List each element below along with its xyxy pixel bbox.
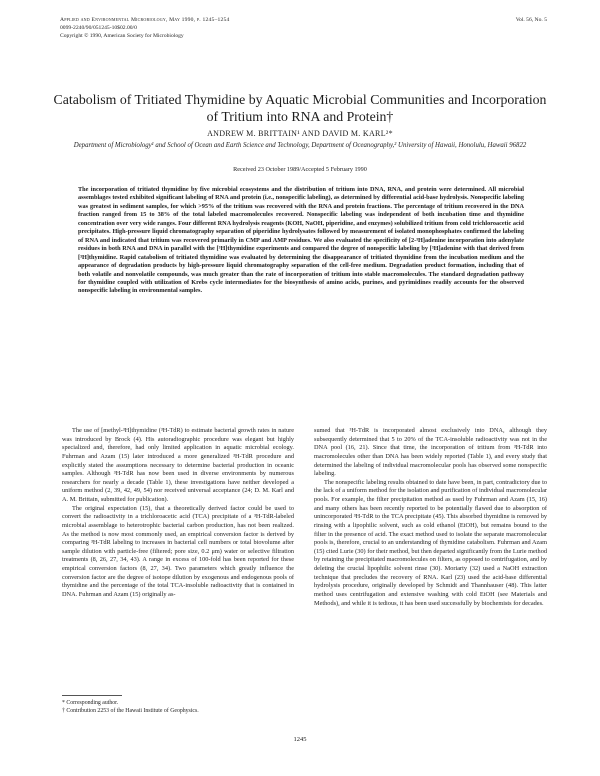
footnote-rule bbox=[62, 695, 122, 696]
copyright-line: Copyright © 1990, American Society for Microbiology bbox=[60, 33, 184, 39]
article-title: Catabolism of Tritiated Thymidine by Aquatic Microbial Communities and Incorporation of Tritium into RNA and Protein† bbox=[53, 92, 547, 124]
footnote-contribution: † Contribution 2253 of the Hawaii Institute of Geophysics. bbox=[62, 708, 199, 714]
authors: ANDREW M. BRITTAIN¹ AND DAVID M. KARL²* bbox=[207, 129, 393, 138]
paragraph: The use of [methyl-³H]thymidine (³H-TdR) to estimate bacterial growth rates in nature was introduced by Brock (4). His autoradiographic procedure was elegant but highly specialized and, therefore, had only limited application in aquatic microbial ecology. Fuhrman and Azam (15) later introduced a more generalized ³H-TdR procedure and explicitly stated the assumptions necessary to determine bacterial production in oceanic samples. Although ³H-TdR has now been used in diverse environments by numerous researchers for nearly a decade (Table 1), these investigations have neither developed a uniform method (2, 39, 42, 49, 54) nor received universal acceptance (24; D. M. Karl and A. M. Brittain, submitted for publication). bbox=[62, 427, 294, 503]
journal-citation: Applied and Environmental Microbiology, May 1990, p. 1245–1254 bbox=[60, 17, 230, 23]
footnote-corresponding: * Corresponding author. bbox=[62, 700, 119, 706]
page-number: 1245 bbox=[293, 736, 307, 743]
abstract: The incorporation of tritiated thymidine by five microbial ecosystems and the distribution of tritium into DNA, RNA, and protein were determined. All microbial assemblages tested exhibited significant labeling of RNA and protein (i.e., nonspecific labeling), as determined by differential acid-base hydrolysis. Nonspecific labeling was greatest in sediment samples, for which >95% of the tritium was recovered with the RNA and protein fractions. The percentage of tritium recovered in the DNA fraction ranged from 15 to 38% of the total labeled macromolecules recovered. Nonspecific labeling was independent of both incubation time and thymidine concentration over very wide ranges. Four different RNA hydrolysis reagents (KOH, NaOH, piperidine, and enzymes) solubilized tritium from cold trichloroacetic acid precipitates. High-pressure liquid chromatography separation of piperidine hydrolysates followed by measurement of isolated monophosphates confirmed the labeling of RNA and indicated that tritium was recovered primarily in CMP and AMP residues. We also evaluated the specificity of [2-³H]adenine incorporation into adenylate residues in both RNA and DNA in parallel with the [³H]thymidine experiments and compared the degree of nonspecific labeling by [³H]adenine with that derived from [³H]thymidine. Rapid catabolism of tritiated thymidine was evaluated by determining the disappearance of tritiated thymidine from the incubation medium and the appearance of degradation products by high-pressure liquid chromatography separation of the cell-free medium. Degradation product formation, including that of both volatile and nonvolatile compounds, was much greater than the rate of incorporation of tritium into stable macromolecules. The standard degradation pathway for thymidine coupled with utilization of Krebs cycle intermediates for the biosynthesis of amino acids, purines, and pyrimidines readily accounts for the observed nonspecific labeling in environmental samples. bbox=[78, 186, 524, 295]
paragraph: The nonspecific labeling results obtained to date have been, in part, contradictory due to the lack of a uniform method for the isolation and purification of individual macromolecular pools. For example, the filter precipitation method as used by Fuhrman and Azam (15, 16) and many others has been recently reported to be potentially flawed due to absorption of unincorporated ³H-TdR to the TCA precipitate (45). This absorbed thymidine is removed by rinsing with a lipophilic solvent, such as cold ethanol (EtOH), but remains bound to the filter in the presence of acid. The exact method used to isolate the separate macromolecular pools is, therefore, crucial to an understanding of thymidine catabolism. Fuhrman and Azam (15) cited Lurie (30) for their method, but then departed significantly from the Lurie method by retaining the precipitated macromolecules on filters, as opposed to centrifugation, and by deleting the crucial lipophilic solvent rinse (30). Moriarty (32) used a NaOH extraction technique that precludes the recovery of RNA. Karl (23) used the acid-base differential hydrolysis procedure, originally developed by Schmidt and Thannhauser (48). This latter method uses centrifugation and extensive washing with cold EtOH (see Materials and Methods), and while it is tedious, it has been used successfully by biochemists for decades. bbox=[314, 478, 547, 607]
paragraph: The original expectation (15), that a theoretically derived factor could be used to convert the radioactivity in a trichloroacetic acid (TCA) precipitate of a ³H-TdR-labeled microbial assemblage to heterotrophic bacterial carbon production, has not been realized. As the method is now most commonly used, an empirical conversion factor is derived by comparing ³H-TdR labeling to increases in bacterial cell numbers or total biovolume after sample dilution with particle-free (filtered; pore size, 0.2 μm) water or selective filtration treatments (8, 26, 27, 34, 43). A range in excess of 100-fold has been reported for these empirical conversion factors (8, 27, 34). Two parameters which greatly influence the conversion factor are the degree of isotope dilution by exogenous and endogenous pools of thymidine and the percentage of the total TCA-insoluble radioactivity that is contained in DNA. Fuhrman and Azam (15) originally as- bbox=[62, 504, 294, 598]
paragraph: sumed that ³H-TdR is incorporated almost exclusively into DNA, although they subsequently determined that 5 to 20% of the TCA-insoluble radioactivity was not in the DNA pool (16, 21). Since that time, the incorporation of tritium from ³H-TdR into macromolecules other than DNA has been widely reported (Table 1), and every study that determined the labeling of individual macromolecular pools has observed some nonspecific labeling. bbox=[314, 427, 547, 478]
body-column-left bbox=[62, 427, 294, 600]
received-dates: Received 23 October 1989/Accepted 5 February 1990 bbox=[233, 166, 367, 173]
article-code: 0099-2240/90/051245-10$02.00/0 bbox=[60, 25, 137, 31]
affiliation: Department of Microbiology¹ and School of Ocean and Earth Science and Technology, Department of Oceanography,² University of Hawaii, Honolulu, Hawaii 96822 bbox=[73, 142, 527, 149]
volume-issue: Vol. 56, No. 5 bbox=[515, 17, 547, 23]
running-header bbox=[60, 16, 547, 40]
body-column-right bbox=[314, 427, 547, 608]
